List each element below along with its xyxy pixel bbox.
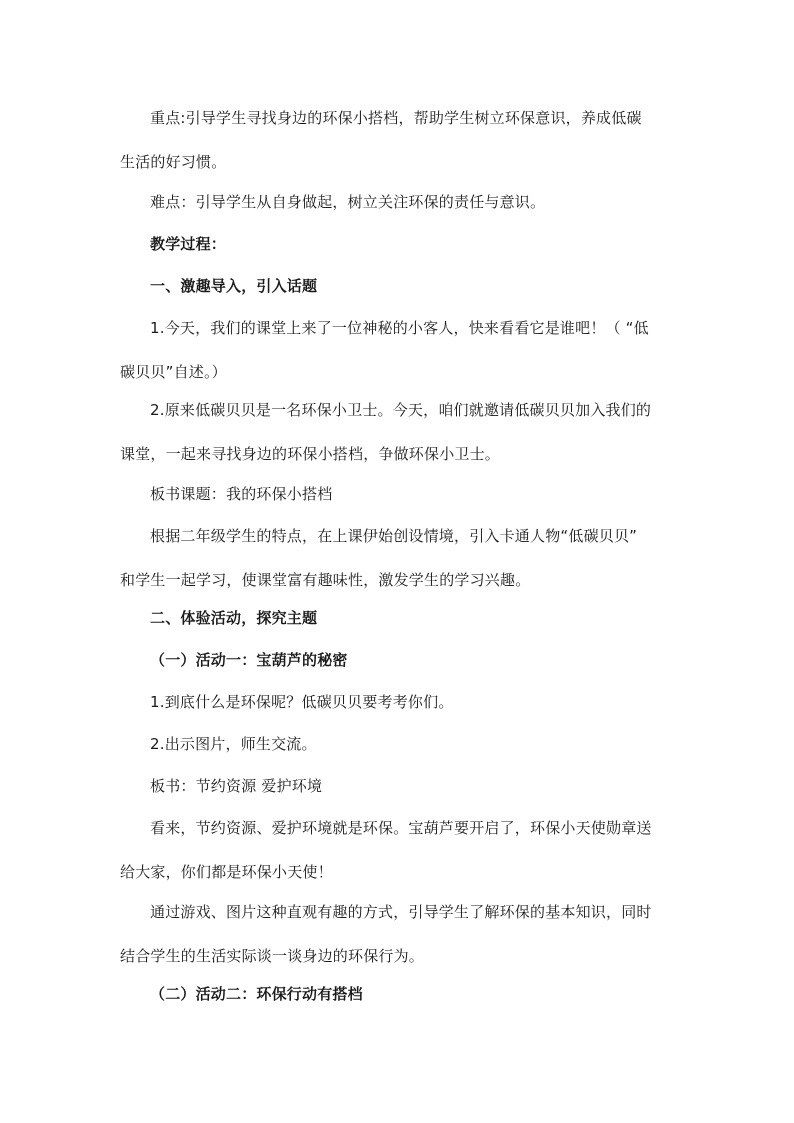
s1-board-text: 板书课题：我的环保小搭档: [150, 485, 333, 503]
section2-heading-text: 二、体验活动，探究主题: [150, 609, 318, 627]
a1-board: [120, 764, 680, 808]
difficult-point-paragraph: [120, 180, 680, 224]
a1-text-paragraph: [120, 806, 680, 894]
s1-note-line-2: 和学生一起学习，使课堂富有趣味性，激发学生的学习兴趣。: [120, 571, 531, 589]
section1-heading: [120, 264, 680, 308]
a1-item1-text: 1.到底什么是环保呢？低碳贝贝要考考你们。: [150, 693, 454, 711]
s1-item1-paragraph: [120, 306, 680, 394]
s1-item2-paragraph: [120, 388, 680, 476]
a1-note-paragraph: [120, 890, 680, 978]
section1-heading-text: 一、激趣导入，引入话题: [150, 277, 318, 295]
key-point-line-1: 重点:引导学生寻找身边的环保小搭档，帮助学生树立环保意识，养成低碳: [150, 109, 642, 127]
difficult-point-text: 难点：引导学生从自身做起，树立关注环保的责任与意识。: [150, 193, 546, 211]
a1-note-line-1: 通过游戏、图片这种直观有趣的方式，引导学生了解环保的基本知识，同时: [150, 903, 652, 921]
s1-board-title: [120, 472, 680, 516]
s1-item1-line-1: 1.今天，我们的课堂上来了一位神秘的小客人，快来看看它是谁吧！（ “低: [150, 319, 649, 337]
s1-note-line-1: 根据二年级学生的特点，在上课伊始创设情境，引入卡通人物“低碳贝贝”: [150, 527, 638, 545]
activity2-heading: [120, 972, 680, 1016]
process-heading: [120, 222, 680, 266]
activity1-heading: [120, 638, 680, 682]
a1-text-line-2: 给大家，你们都是环保小天使！: [120, 863, 333, 881]
a1-item2-text: 2.出示图片，师生交流。: [150, 735, 317, 753]
key-point-line-2: 生活的好习惯。: [120, 153, 227, 171]
s1-note-paragraph: [120, 514, 680, 602]
a1-note-line-2: 结合学生的生活实际谈一谈身边的环保行为。: [120, 947, 425, 965]
activity2-heading-text: （二）活动二：环保行动有搭档: [150, 985, 363, 1003]
a1-board-text: 板书：节约资源 爱护环境: [150, 777, 323, 795]
section2-heading: [120, 596, 680, 640]
a1-item1: [120, 680, 680, 724]
s1-item2-line-1: 2.原来低碳贝贝是一名环保小卫士。今天，咱们就邀请低碳贝贝加入我们的: [150, 401, 652, 419]
key-point-paragraph: [120, 96, 680, 184]
process-heading-text: 教学过程：: [150, 235, 227, 253]
a1-item2: [120, 722, 680, 766]
a1-text-line-1: 看来，节约资源、爱护环境就是环保。宝葫芦要开启了，环保小天使勋章送: [150, 819, 652, 837]
s1-item1-line-2: 碳贝贝”自述。）: [120, 363, 227, 381]
activity1-heading-text: （一）活动一：宝葫芦的秘密: [150, 651, 348, 669]
s1-item2-line-2: 课堂，一起来寻找身边的环保小搭档，争做环保小卫士。: [120, 445, 501, 463]
